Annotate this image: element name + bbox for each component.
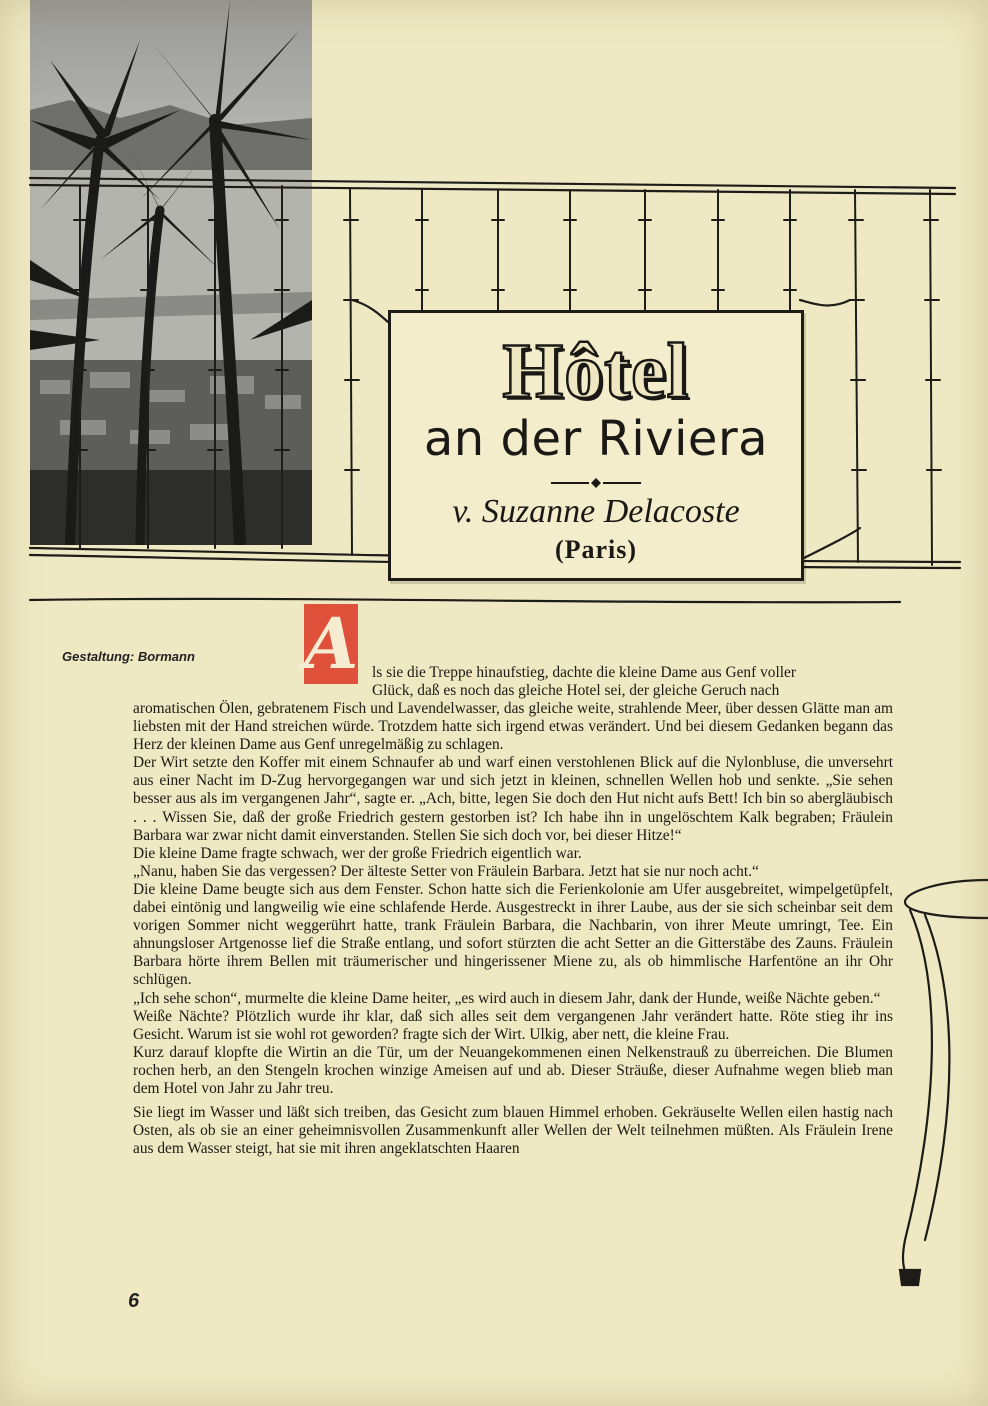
lead-line: ls sie die Treppe hinaufstieg, dachte die kleine Dame aus Genf voller: [372, 664, 796, 681]
paragraph: Die kleine Dame beugte sich aus dem Fenster. Schon hatte sich die Ferienkolonie am Ufer ausgebreitet, wimpelgetüpfelt, dabei eintönig und langweilig wie eine schlafende Herde. Ausgestreckt in ihrer Laube, aus der sie sich scheinbar seit dem vorigen Sommer nicht weggerührt hatte, trank Fräulein Barbara, die Nachbarin, von ihrer Meute umringt, Tee. Ein ahnungsloser Artgenosse lief die Straße entlang, und sofort stürzten die acht Setter an die Gitterstäbe des Zauns. Fräulein Barbara hörte ihrem Bellen mit träumerischer und hingerissener Miene zu, als ob himmlische Harfentöne an ihr Ohr schlügen.: [133, 880, 893, 989]
title-sign: [388, 310, 804, 581]
author-name: v. Suzanne Delacoste: [452, 493, 740, 530]
lead-lines: [372, 664, 894, 700]
paragraph: Die kleine Dame fragte schwach, wer der große Friedrich eigentlich war.: [133, 844, 582, 862]
author-city: (Paris): [554, 535, 638, 564]
paragraph: Der Wirt setzte den Koffer mit einem Schnaufer ab und warf einen verstohlenen Blick auf die Nylonbluse, die unversehrt aus einer Nacht im D-Zug hervorgegangen war und sich jetzt in kleinen, schnellen Wellen hob und senkte. „Sie sehen besser aus als im vergangenen Jahr“, sagte er. „Ach, bitte, legen Sie doch den Hut nicht aufs Bett! Ich bin so abergläubisch . . . Wissen Sie, daß der große Friedrich gestern gestorben ist? Ich habe ihn in ungelöschtem Kalk begraben; Fräulein Barbara war zwar nicht damit einverstanden. Stellen Sie sich doch vor, bei dieser Hitze!“: [133, 754, 893, 844]
paragraph: „Ich sehe schon“, murmelte die kleine Dame heiter, „es wird auch in diesem Jahr, dank der Hunde, weiße Nächte geben.“: [133, 989, 881, 1007]
page-number: 6: [128, 1290, 140, 1312]
title-line-2: an der Riviera: [423, 411, 769, 467]
drop-cap: A: [304, 602, 359, 685]
lead-line: Glück, daß es noch das gleiche Hotel sei, der gleiche Geruch nach: [372, 682, 780, 700]
story-body: [133, 700, 893, 1158]
ornament-divider: [551, 478, 641, 488]
paragraph: aromatischen Ölen, gebratenem Fisch und Lavendelwasser, das gleiche weite, strahlende Meer, über dessen Glätte man am liebsten mit der Hand streichen würde. Trotzdem hatte sich irgend etwas verändert. Und bei diesem Gedanken begann das Herz der kleinen Dame aus Genf unregelmäßig zu schlagen.: [133, 700, 893, 754]
paragraph: „Nanu, haben Sie das vergessen? Der älteste Setter von Fräulein Barbara. Jetzt hat sie nur noch acht.“: [133, 862, 759, 880]
title-line-1: Hôtel: [502, 327, 690, 414]
paragraph: Kurz darauf klopfte die Wirtin an die Tür, um der Neuangekommenen einen Nelkenstrauß zu überreichen. Die Blumen rochen herb, an den Stengeln krochen winzige Ameisen auf und ab. Dieser Sträuße, dieser Aufnahme wegen blieb man dem Hotel von Jahr zu Jahr treu.: [133, 1043, 893, 1097]
paragraph: Sie liegt im Wasser und läßt sich treiben, das Gesicht zum blauen Himmel erhoben. Gekräuselte Wellen eilen hastig nach Osten, als ob sie an einer geheimnisvollen Zusammenkunft aller Wellen der Welt teilnehmen müßten. Als Fräulein Irene aus dem Wasser steigt, hat sie mit ihren angeklatschten Haaren: [133, 1104, 893, 1158]
design-credit: Gestaltung: Bormann: [62, 649, 195, 664]
paragraph: Weiße Nächte? Plötzlich wurde ihr klar, daß sich alles seit dem vergangenen Jahr verändert hatte. Röte stieg ihr ins Gesicht. Warum ist sie wohl rot geworden? fragte sich der Wirt. Ulkig, aber nett, die kleine Frau.: [133, 1007, 893, 1043]
